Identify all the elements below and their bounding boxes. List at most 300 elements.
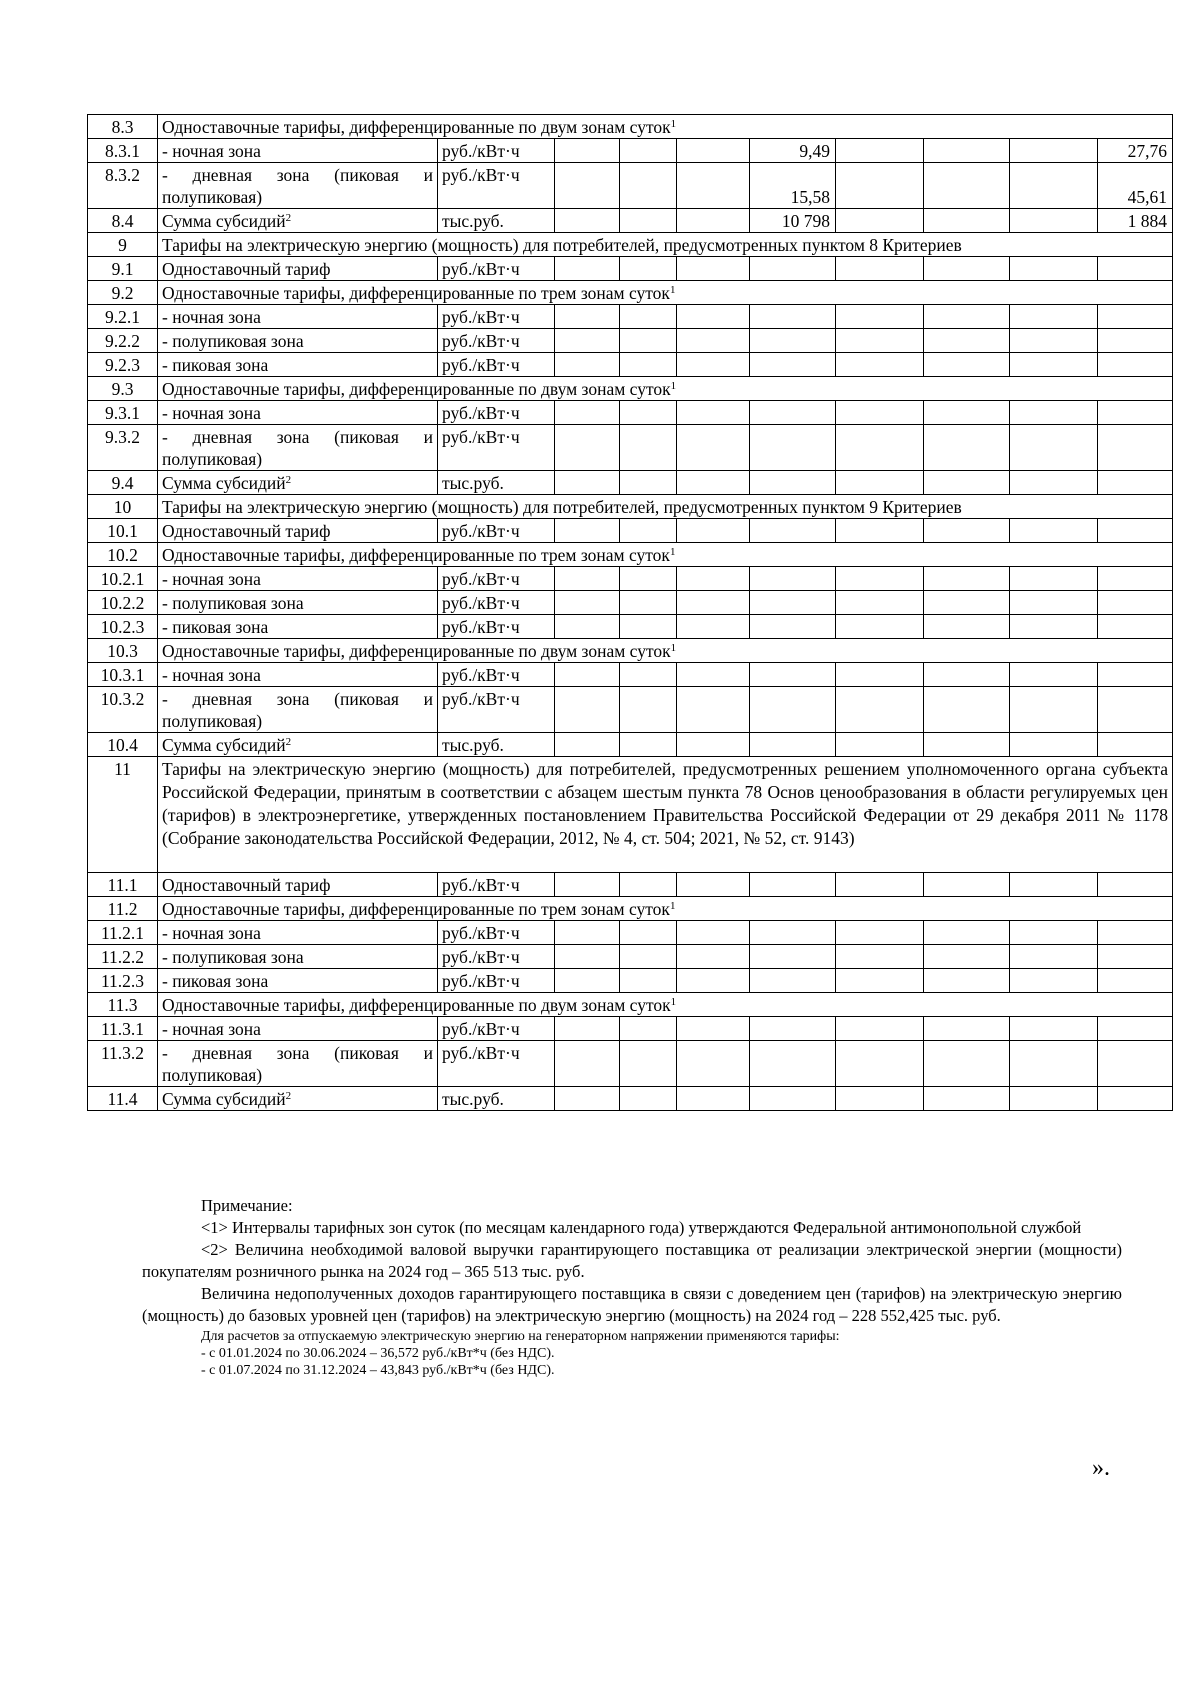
table-row <box>88 873 1173 897</box>
value-cell: 1 884 <box>1098 209 1173 233</box>
value-cell <box>836 163 924 209</box>
section-title <box>158 993 1173 1017</box>
value-cell <box>555 687 620 733</box>
value-cell <box>1010 615 1098 639</box>
value-cell <box>1098 401 1173 425</box>
table-row <box>88 329 1173 353</box>
row-number: 11.2.2 <box>88 945 158 969</box>
value-cell <box>1010 329 1098 353</box>
value-cell <box>1010 163 1098 209</box>
value-cell <box>620 687 677 733</box>
table-row <box>88 757 1173 873</box>
row-name <box>158 733 438 757</box>
notes-block <box>142 1195 1122 1379</box>
value-cell <box>1010 591 1098 615</box>
section-title-text: Одноставочные тарифы, дифференцированные по двум зонам суток <box>162 995 671 1015</box>
value-cell <box>924 945 1010 969</box>
row-number: 10.3.2 <box>88 687 158 733</box>
table-row <box>88 687 1173 733</box>
row-unit: тыс.руб. <box>438 471 555 495</box>
value-cell <box>677 1017 750 1041</box>
value-cell <box>1010 1041 1098 1087</box>
row-name-text: - пиковая зона <box>162 617 269 637</box>
row-number: 10.2.1 <box>88 567 158 591</box>
tariff-table <box>87 114 1173 1111</box>
value-cell <box>836 615 924 639</box>
row-number: 8.3.2 <box>88 163 158 209</box>
value-cell <box>924 353 1010 377</box>
row-number: 11.3.2 <box>88 1041 158 1087</box>
value-cell <box>1098 1087 1173 1111</box>
row-name <box>158 873 438 897</box>
value-cell <box>836 1087 924 1111</box>
row-unit: руб./кВт·ч <box>438 873 555 897</box>
row-name <box>158 139 438 163</box>
row-name <box>158 945 438 969</box>
value-cell <box>1098 873 1173 897</box>
value-cell <box>620 591 677 615</box>
row-number: 9.2.3 <box>88 353 158 377</box>
row-number: 11.1 <box>88 873 158 897</box>
value-cell <box>836 139 924 163</box>
section-title <box>158 495 1173 519</box>
value-cell <box>836 519 924 543</box>
section-title-text: Одноставочные тарифы, дифференцированные по двум зонам суток <box>162 117 671 137</box>
value-cell <box>1098 1041 1173 1087</box>
value-cell <box>1010 1087 1098 1111</box>
value-cell <box>750 663 836 687</box>
value-cell <box>924 687 1010 733</box>
row-name-text: - полупиковая зона <box>162 593 304 613</box>
value-cell <box>555 945 620 969</box>
table-row <box>88 495 1173 519</box>
table-row <box>88 163 1173 209</box>
row-name <box>158 1041 438 1087</box>
section-title-text: Тарифы на электрическую энергию (мощность) для потребителей, предусмотренных пунктом 8 Критериев <box>162 235 962 255</box>
value-cell <box>750 257 836 281</box>
value-cell <box>924 1041 1010 1087</box>
value-cell <box>1010 567 1098 591</box>
row-name-text: Одноставочный тариф <box>162 875 331 895</box>
row-unit: руб./кВт·ч <box>438 139 555 163</box>
value-cell <box>836 567 924 591</box>
value-cell <box>836 591 924 615</box>
section-title-text: Тарифы на электрическую энергию (мощность) для потребителей, предусмотренных решением уполномоченного органа субъекта Российской Федерации, принятым в соответствии с абзацем шестым пункта 78 Основ ценообразования в области регулируемых цен (тарифов) в электроэнергетике, утвержденных постановлением Правительства Российской Федерации от 29 декабря 2011 № 1178 (Собрание законодательства Российской Федерации, 2012, № 4, ст. 504; 2021, № 52, ст. 9143) <box>162 759 1169 848</box>
value-cell <box>555 425 620 471</box>
value-cell: 10 798 <box>750 209 836 233</box>
footnote-ref: 1 <box>670 380 677 392</box>
value-cell <box>750 519 836 543</box>
value-cell <box>1098 329 1173 353</box>
row-number: 10.2.3 <box>88 615 158 639</box>
value-cell <box>677 163 750 209</box>
note-3: Величина недополученных доходов гарантирующего поставщика в связи с доведением цен (тарифов) на электрическую энергию (мощность) до базовых уровней цен (тарифов) на электрическую энергию (мощность) на 2024 год – 228 552,425 тыс. руб. <box>142 1284 1122 1325</box>
value-cell <box>750 969 836 993</box>
value-cell <box>620 921 677 945</box>
value-cell <box>924 401 1010 425</box>
table-row <box>88 921 1173 945</box>
value-cell <box>750 471 836 495</box>
generator-tariff-period-1: - с 01.01.2024 по 30.06.2024 – 36,572 руб./кВт*ч (без НДС). <box>201 1346 555 1361</box>
value-cell <box>836 425 924 471</box>
row-name <box>158 567 438 591</box>
value-cell <box>924 1087 1010 1111</box>
row-name <box>158 163 438 209</box>
value-cell <box>750 567 836 591</box>
footnote-ref: 1 <box>669 546 676 558</box>
notes-heading: Примечание: <box>201 1196 293 1215</box>
row-number: 9 <box>88 233 158 257</box>
section-title-text: Одноставочные тарифы, дифференцированные по трем зонам суток <box>162 283 670 303</box>
table-row <box>88 1087 1173 1111</box>
table-row <box>88 209 1173 233</box>
value-cell <box>555 921 620 945</box>
value-cell <box>555 163 620 209</box>
table-row <box>88 377 1173 401</box>
value-cell <box>620 471 677 495</box>
row-unit: руб./кВт·ч <box>438 425 555 471</box>
row-number: 10.4 <box>88 733 158 757</box>
value-cell <box>924 425 1010 471</box>
value-cell <box>555 257 620 281</box>
value-cell <box>620 945 677 969</box>
value-cell <box>677 615 750 639</box>
value-cell <box>677 733 750 757</box>
row-unit: руб./кВт·ч <box>438 401 555 425</box>
row-number: 9.2 <box>88 281 158 305</box>
row-name <box>158 1017 438 1041</box>
row-unit: руб./кВт·ч <box>438 591 555 615</box>
value-cell <box>924 615 1010 639</box>
row-name-text: - ночная зона <box>162 665 261 685</box>
table-row <box>88 591 1173 615</box>
row-name-text: - дневная зона (пиковая и полупиковая) <box>162 689 433 731</box>
row-unit: руб./кВт·ч <box>438 687 555 733</box>
value-cell <box>555 139 620 163</box>
value-cell <box>555 733 620 757</box>
row-name <box>158 353 438 377</box>
value-cell <box>1010 663 1098 687</box>
value-cell <box>1010 733 1098 757</box>
section-title-text: Одноставочные тарифы, дифференцированные по трем зонам суток <box>162 545 670 565</box>
row-unit: руб./кВт·ч <box>438 663 555 687</box>
value-cell <box>620 209 677 233</box>
value-cell <box>836 945 924 969</box>
row-number: 9.1 <box>88 257 158 281</box>
value-cell: 45,61 <box>1098 163 1173 209</box>
row-name-text: - ночная зона <box>162 307 261 327</box>
section-title <box>158 233 1173 257</box>
value-cell <box>620 663 677 687</box>
footnote-ref: 2 <box>285 212 292 224</box>
value-cell <box>836 471 924 495</box>
value-cell <box>836 733 924 757</box>
row-unit: руб./кВт·ч <box>438 329 555 353</box>
row-name <box>158 591 438 615</box>
section-title <box>158 639 1173 663</box>
footnote-ref: 2 <box>285 1090 292 1102</box>
table-row <box>88 353 1173 377</box>
value-cell <box>555 591 620 615</box>
value-cell <box>836 873 924 897</box>
value-cell <box>924 257 1010 281</box>
table-row <box>88 897 1173 921</box>
row-unit: тыс.руб. <box>438 209 555 233</box>
row-number: 9.3.1 <box>88 401 158 425</box>
value-cell <box>750 687 836 733</box>
value-cell <box>620 873 677 897</box>
footnote-ref: 1 <box>669 900 676 912</box>
row-name <box>158 305 438 329</box>
value-cell <box>924 591 1010 615</box>
value-cell <box>677 1087 750 1111</box>
table-row <box>88 139 1173 163</box>
row-name-text: Сумма субсидий <box>162 1089 286 1109</box>
row-unit: руб./кВт·ч <box>438 1041 555 1087</box>
value-cell <box>1098 471 1173 495</box>
value-cell <box>620 733 677 757</box>
row-number: 11.2.1 <box>88 921 158 945</box>
value-cell <box>555 329 620 353</box>
value-cell <box>677 139 750 163</box>
value-cell <box>677 305 750 329</box>
value-cell <box>1010 305 1098 329</box>
value-cell <box>924 733 1010 757</box>
value-cell <box>677 425 750 471</box>
value-cell <box>620 353 677 377</box>
value-cell <box>924 329 1010 353</box>
row-unit: руб./кВт·ч <box>438 945 555 969</box>
table-row <box>88 1017 1173 1041</box>
section-title <box>158 897 1173 921</box>
value-cell <box>677 471 750 495</box>
value-cell <box>1098 519 1173 543</box>
row-unit: руб./кВт·ч <box>438 353 555 377</box>
value-cell: 9,49 <box>750 139 836 163</box>
row-number: 11.3 <box>88 993 158 1017</box>
footnote-ref: 1 <box>670 996 677 1008</box>
row-name <box>158 257 438 281</box>
row-unit: руб./кВт·ч <box>438 567 555 591</box>
value-cell <box>750 1087 836 1111</box>
row-name <box>158 1087 438 1111</box>
value-cell <box>677 353 750 377</box>
value-cell <box>836 209 924 233</box>
table-row <box>88 993 1173 1017</box>
value-cell <box>1010 425 1098 471</box>
row-name <box>158 663 438 687</box>
value-cell <box>836 921 924 945</box>
table-row <box>88 945 1173 969</box>
row-name-text: - полупиковая зона <box>162 331 304 351</box>
table-row <box>88 471 1173 495</box>
row-unit: руб./кВт·ч <box>438 519 555 543</box>
section-title <box>158 377 1173 401</box>
row-number: 9.3.2 <box>88 425 158 471</box>
value-cell <box>750 591 836 615</box>
row-unit: руб./кВт·ч <box>438 615 555 639</box>
value-cell <box>750 921 836 945</box>
value-cell <box>555 567 620 591</box>
value-cell <box>555 209 620 233</box>
value-cell <box>750 305 836 329</box>
value-cell <box>1098 921 1173 945</box>
row-name <box>158 471 438 495</box>
value-cell <box>677 921 750 945</box>
row-name-text: - ночная зона <box>162 1019 261 1039</box>
value-cell <box>1010 257 1098 281</box>
value-cell <box>677 209 750 233</box>
table-row <box>88 663 1173 687</box>
value-cell <box>555 519 620 543</box>
value-cell <box>620 139 677 163</box>
value-cell <box>555 873 620 897</box>
value-cell <box>620 1041 677 1087</box>
value-cell <box>1098 591 1173 615</box>
value-cell <box>1098 257 1173 281</box>
row-number: 8.3 <box>88 115 158 139</box>
value-cell <box>620 567 677 591</box>
value-cell <box>750 945 836 969</box>
row-name-text: - дневная зона (пиковая и полупиковая) <box>162 427 433 469</box>
table-row <box>88 1041 1173 1087</box>
row-name-text: Одноставочный тариф <box>162 259 331 279</box>
footnote-ref: 2 <box>285 736 292 748</box>
value-cell <box>1010 471 1098 495</box>
value-cell <box>1010 401 1098 425</box>
value-cell <box>924 209 1010 233</box>
value-cell <box>750 329 836 353</box>
section-title-text: Одноставочные тарифы, дифференцированные по трем зонам суток <box>162 899 670 919</box>
value-cell <box>924 471 1010 495</box>
value-cell <box>1098 663 1173 687</box>
row-number: 8.4 <box>88 209 158 233</box>
table-row <box>88 257 1173 281</box>
row-unit: руб./кВт·ч <box>438 305 555 329</box>
row-number: 11 <box>88 757 158 873</box>
value-cell <box>1098 687 1173 733</box>
row-name <box>158 209 438 233</box>
row-name-text: - дневная зона (пиковая и полупиковая) <box>162 1043 433 1085</box>
value-cell <box>620 425 677 471</box>
value-cell <box>750 425 836 471</box>
table-row <box>88 425 1173 471</box>
generator-tariff-period-2: - с 01.07.2024 по 31.12.2024 – 43,843 руб./кВт*ч (без НДС). <box>201 1363 555 1378</box>
value-cell <box>620 1087 677 1111</box>
value-cell <box>750 353 836 377</box>
row-name <box>158 401 438 425</box>
value-cell <box>836 305 924 329</box>
row-name-text: - ночная зона <box>162 569 261 589</box>
row-number: 9.4 <box>88 471 158 495</box>
footnote-ref: 2 <box>285 474 292 486</box>
value-cell <box>924 969 1010 993</box>
value-cell <box>555 969 620 993</box>
row-number: 11.2.3 <box>88 969 158 993</box>
row-name-text: Сумма субсидий <box>162 473 286 493</box>
row-name <box>158 615 438 639</box>
table-row <box>88 305 1173 329</box>
row-name <box>158 921 438 945</box>
value-cell <box>1010 969 1098 993</box>
value-cell <box>555 471 620 495</box>
value-cell <box>1010 945 1098 969</box>
value-cell <box>924 663 1010 687</box>
value-cell <box>836 329 924 353</box>
table-row <box>88 519 1173 543</box>
value-cell <box>1098 353 1173 377</box>
value-cell <box>620 401 677 425</box>
row-number: 10.2.2 <box>88 591 158 615</box>
value-cell <box>1098 733 1173 757</box>
row-unit: руб./кВт·ч <box>438 163 555 209</box>
row-name-text: - ночная зона <box>162 923 261 943</box>
value-cell <box>620 519 677 543</box>
row-unit: руб./кВт·ч <box>438 921 555 945</box>
row-number: 10.2 <box>88 543 158 567</box>
value-cell <box>620 257 677 281</box>
row-number: 9.3 <box>88 377 158 401</box>
row-name-text: Одноставочный тариф <box>162 521 331 541</box>
value-cell <box>1098 425 1173 471</box>
value-cell <box>677 257 750 281</box>
row-name <box>158 687 438 733</box>
value-cell <box>924 163 1010 209</box>
value-cell <box>677 401 750 425</box>
tariff-table-body <box>88 115 1173 1111</box>
section-title <box>158 281 1173 305</box>
value-cell <box>924 921 1010 945</box>
row-number: 10.1 <box>88 519 158 543</box>
value-cell <box>620 969 677 993</box>
value-cell <box>1098 1017 1173 1041</box>
value-cell <box>620 163 677 209</box>
value-cell <box>677 329 750 353</box>
row-name-text: - ночная зона <box>162 403 261 423</box>
row-name <box>158 329 438 353</box>
value-cell <box>1010 921 1098 945</box>
value-cell <box>836 969 924 993</box>
section-title-text: Одноставочные тарифы, дифференцированные по двум зонам суток <box>162 641 671 661</box>
value-cell <box>1010 1017 1098 1041</box>
table-row <box>88 567 1173 591</box>
row-number: 9.2.2 <box>88 329 158 353</box>
value-cell <box>924 567 1010 591</box>
value-cell <box>555 1087 620 1111</box>
table-row <box>88 615 1173 639</box>
value-cell <box>836 663 924 687</box>
closing-quote: ». <box>1092 1455 1110 1481</box>
value-cell <box>1010 873 1098 897</box>
table-row <box>88 401 1173 425</box>
row-number: 11.4 <box>88 1087 158 1111</box>
value-cell <box>1098 945 1173 969</box>
row-name-text: - полупиковая зона <box>162 947 304 967</box>
row-name-text: - пиковая зона <box>162 355 269 375</box>
value-cell <box>924 305 1010 329</box>
value-cell <box>1098 615 1173 639</box>
row-number: 9.2.1 <box>88 305 158 329</box>
value-cell <box>620 1017 677 1041</box>
section-title <box>158 115 1173 139</box>
table-row <box>88 115 1173 139</box>
row-name <box>158 969 438 993</box>
table-row <box>88 543 1173 567</box>
value-cell <box>677 663 750 687</box>
value-cell <box>924 139 1010 163</box>
value-cell <box>677 873 750 897</box>
table-row <box>88 281 1173 305</box>
